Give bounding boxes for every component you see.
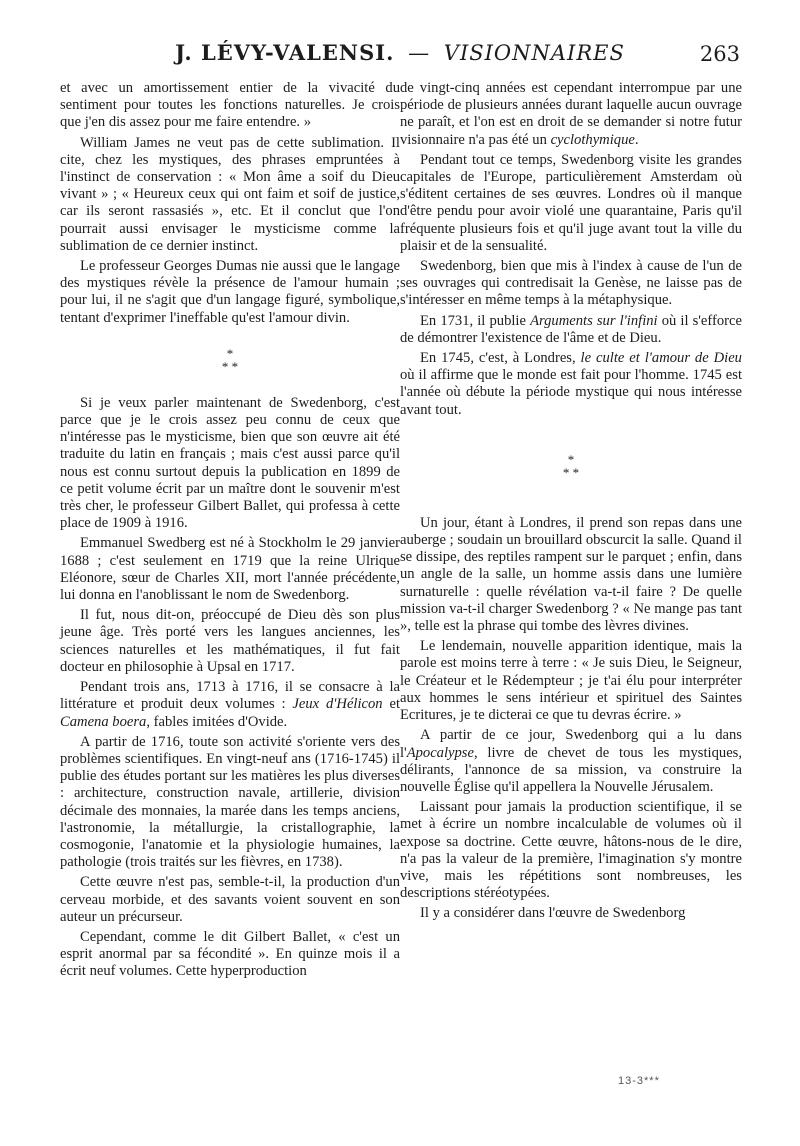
emphasis: cyclothymique bbox=[550, 131, 635, 148]
text-run: , livre de chevet de tous les mystiques, délirants, l'annonce de sa mission, va construire la nouvelle Église qu'il appellera la Nouvelle Jérusalem. bbox=[400, 744, 742, 795]
text-run: où il affirme que le monde est fait pour l'homme. 1745 est l'année où débute la période mystique qui nous intéresse avant tout. bbox=[400, 367, 742, 418]
header-work: VISIONNAIRES bbox=[443, 41, 625, 65]
paragraph: et avec un amortissement entier de la vivacité du sentiment pour toutes les fonctions naturelles. Je crois que j'en dis assez pour me faire entendre. » bbox=[60, 80, 400, 131]
paragraph: Swedenborg, bien que mis à l'index à cause de l'un de ses ouvrages qui contredisait la Genèse, ne laisse pas de s'intéresser en même temps à la métaphysique. bbox=[400, 258, 742, 309]
text-run: , fables imitées d'Ovide. bbox=[146, 713, 288, 730]
divider-star-top: * bbox=[226, 345, 234, 361]
book-title: le culte et l'amour de Dieu bbox=[580, 350, 742, 367]
paragraph bbox=[400, 313, 742, 347]
text-run: où il s'efforce de démontrer l'existence de l'âme et de Dieu. bbox=[400, 312, 742, 346]
paragraph: Pendant tout ce temps, Swedenborg visite les grandes capitales de l'Europe, particulièrement Amsterdam où s'éditent certaines de ses œuvres. Londres où il manque d'être pendu pour avoir violé une quarantaine, Paris qu'il fréquente plusieurs fois et qu'il juge avant tout la ville du plaisir et de la sensualité. bbox=[400, 151, 742, 254]
section-divider bbox=[400, 453, 742, 479]
left-column bbox=[60, 80, 400, 984]
text-run: Pendant trois ans, 1713 à 1716, il se consacre à la littérature et produit deux volumes : bbox=[60, 679, 400, 713]
paragraph: A partir de 1716, toute son activité s'oriente vers des problèmes scientifiques. En vingt-neuf ans (1716-1745) il publie des études portant sur les matières les plus diverses : architecture, construction navale, artillerie, division décimale des monnaies, la marée dans les temps anciens, l'astronomie, la métallurgie, la cristallographie, la cosmogonie, l'anatomie et la physiologie humaines, la pathologie (trois traités sur les fièvres, en 1738). bbox=[60, 733, 400, 871]
header-title bbox=[0, 40, 800, 65]
paragraph: Le lendemain, nouvelle apparition identique, mais la parole est moins terre à terre : « Je suis Dieu, le Seigneur, le Créateur et le Rédempteur ; je t'ai élu pour interpréter aux hommes le sens intérieur et spirituel des Saintes Ecritures, je te dicterai ce que tu devras écrire. » bbox=[400, 638, 742, 724]
text-run: En 1731, il publie bbox=[420, 312, 531, 329]
paragraph bbox=[60, 679, 400, 731]
divider-stars-bottom: * * bbox=[562, 464, 580, 480]
paragraph: Un jour, étant à Londres, il prend son repas dans une auberge ; soudain un brouillard obscurcit la salle. Quand il se dissipe, des reptiles rampent sur le parquet ; enfin, dans un angle de la salle, un homme assis dans une lumière surnaturelle : quelle révélation va-t-il faire ? De quelle mission va-t-il charger Swedenborg ? « Ne mange pas tant », telle est la phrase qui tombe des lèvres divines. bbox=[400, 514, 742, 635]
paragraph: Cependant, comme le dit Gilbert Ballet, « c'est un esprit anormal par sa fécondité ». En quinze mois il a écrit neuf volumes. Cette hyperproduction bbox=[60, 928, 400, 980]
text-run: . bbox=[634, 131, 639, 148]
divider-stars-bottom: * * bbox=[221, 358, 239, 374]
section-divider bbox=[60, 347, 400, 373]
paragraph: William James ne veut pas de cette sublimation. Il cite, chez les mystiques, des phrases empruntées à l'instinct de conservation : « Mon âme a soif du Dieu vivant » ; « Heureux ceux qui ont faim et soif de justice, car ils seront rassasiés », etc. Et il conclut que l'on pourrait aussi envisager le mysticisme comme la sublimation de ce dernier instinct. bbox=[60, 134, 400, 254]
text-run: de vingt-cinq années est cependant interrompue par une période de plusieurs années durant laquelle aucun ouvrage ne paraît, et l'on est en droit de se demander si notre futur visionnaire n'a pas été un bbox=[400, 80, 742, 148]
running-header bbox=[0, 40, 800, 76]
paragraph: Il fut, nous dit-on, préoccupé de Dieu dès son plus jeune âge. Très porté vers les langues anciennes, les sciences naturelles et les mathématiques, il fut fait docteur en philosophie à Upsal en 1717. bbox=[60, 607, 400, 675]
divider-star-top: * bbox=[567, 451, 575, 467]
book-title: Apocalypse bbox=[406, 744, 474, 761]
book-title: Camena boera bbox=[60, 713, 147, 730]
book-title: Jeux d'Hélicon bbox=[292, 696, 383, 713]
book-title: Arguments sur l'infini bbox=[530, 312, 658, 329]
printer-signature: 13-3*** bbox=[618, 1075, 660, 1087]
paragraph bbox=[400, 350, 742, 419]
paragraph: Il y a considérer dans l'œuvre de Swedenborg bbox=[420, 905, 686, 922]
paragraph: Le professeur Georges Dumas nie aussi que le langage des mystiques révèle la présence de l'amour humain ; pour lui, il ne s'agit que d'un langage figuré, symbolique, tentant d'exprimer l'ineffable qu'est l'amour divin. bbox=[60, 258, 400, 326]
paragraph bbox=[400, 80, 742, 149]
paragraph: Si je veux parler maintenant de Swedenborg, c'est parce que je le crois assez peu connu de ceux que n'intéresse pas le mysticisme, bien que son œuvre ait été traduite du latin en français ; mais c'est aussi parce qu'il nous est connu surtout depuis la publication en 1899 de ce petit volume écrit par un maître dont le souvenir m'est très cher, le professeur Gilbert Ballet, qui professa à cette place de 1909 à 1916. bbox=[60, 394, 400, 532]
right-column bbox=[400, 80, 742, 926]
text-run: et bbox=[382, 696, 400, 713]
paragraph: Laissant pour jamais la production scientifique, il se met à écrire un nombre incalculable de volumes où il expose sa doctrine. Cette œuvre, hâtons-nous de le dire, n'a pas la valeur de la première, l'imagination s'y montre vive, mais les répétitions sont nombreuses, les descriptions stéréotypées. bbox=[400, 799, 742, 902]
text-run: En 1745, c'est, à Londres, bbox=[420, 350, 581, 367]
header-dash: — bbox=[408, 41, 431, 65]
paragraph: Cette œuvre n'est pas, semble-t-il, la production d'un cerveau morbide, et des savants voient souvent en son auteur un précurseur. bbox=[60, 874, 400, 925]
paragraph bbox=[400, 727, 742, 796]
text-run: A partir de ce jour, Swedenborg qui a lu dans l' bbox=[400, 727, 742, 761]
paragraph: Emmanuel Swedberg est né à Stockholm le 29 janvier 1688 ; c'est seulement en 1719 que la reine Ulrique Eléonore, sœur de Charles XII, mort l'année précédente, lui donna en l'anoblissant le nom de Swedenborg. bbox=[60, 535, 400, 604]
page-number: 263 bbox=[699, 42, 740, 66]
header-author: J. LÉVY-VALENSI. bbox=[175, 40, 395, 65]
